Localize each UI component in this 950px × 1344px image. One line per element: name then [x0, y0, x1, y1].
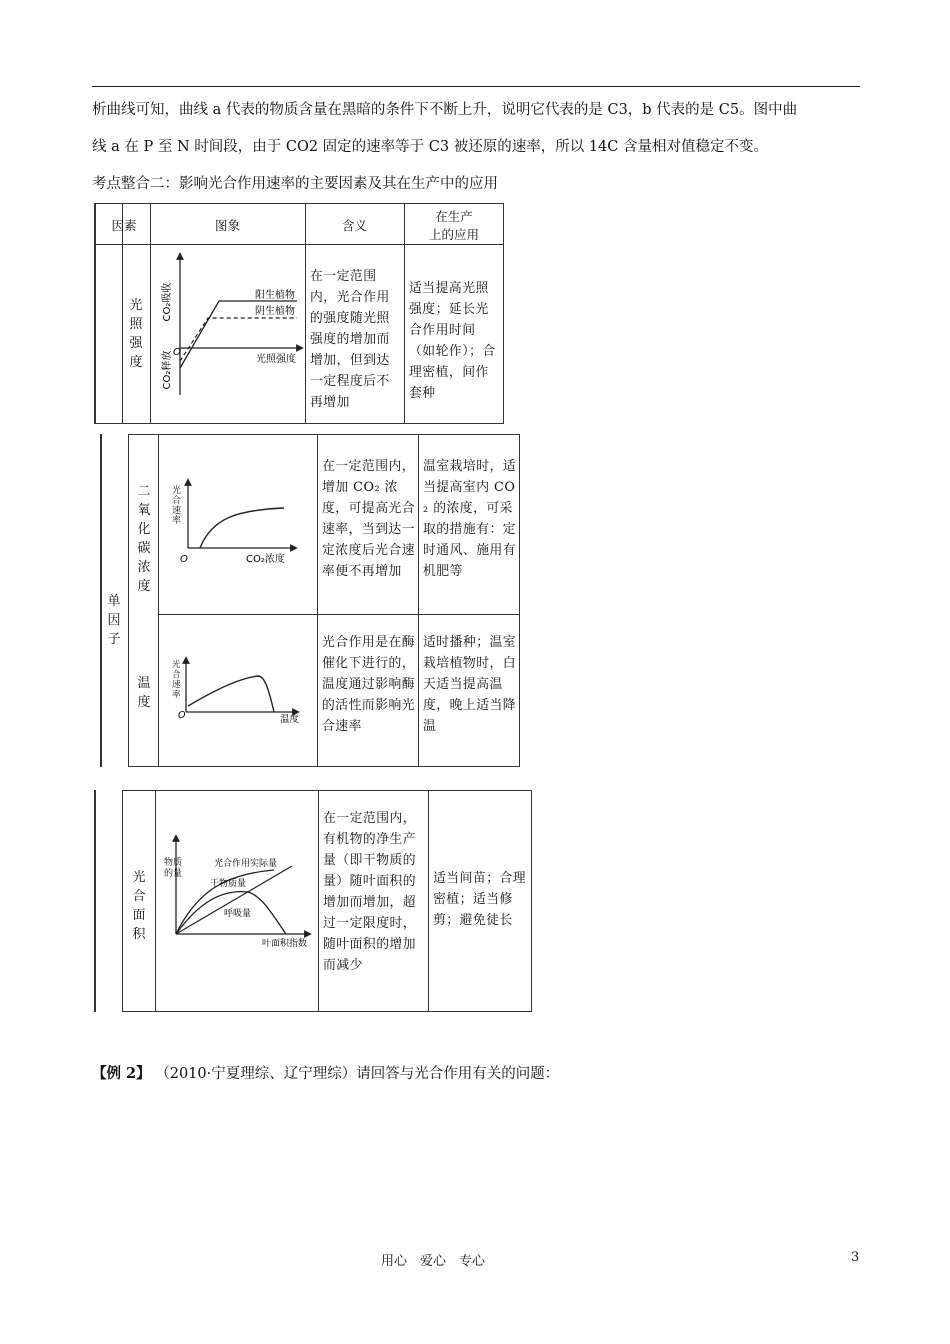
meaning-light: 在一定范围内，光合作用的强度随光照强度的增加而增加，但到达一定程度后不再增加 — [310, 269, 390, 410]
y-top-label: CO₂吸收 — [162, 282, 173, 322]
x-axis-label: 叶面积指数 — [262, 939, 308, 949]
application-co2: 温室栽培时，适当提高室内 CO₂ 的浓度，可采取的措施有：定时通风、施用有机肥等 — [423, 459, 517, 579]
application-light: 适当提高光照强度；延长光合作用时间（如轮作）；合理密植，间作套种 — [409, 281, 496, 401]
header-application-line-1: 在生产 — [435, 209, 473, 224]
table-left-edge — [94, 203, 96, 424]
sun-plant-label: 阳生植物 — [255, 290, 295, 301]
respiration-line — [176, 866, 292, 934]
paragraph-line-2: 线 a 在 P 至 N 时间段，由于 CO2 固定的速率等于 C3 被还原的速率，所以 14C 含量相对值稳定不变。 — [92, 139, 768, 155]
col-divider — [428, 790, 429, 1012]
actual-photosynthesis-label: 光合作用实际量 — [214, 859, 278, 869]
leaf-area-graph — [158, 834, 316, 950]
shade-plant-label: 阴生植物 — [255, 306, 295, 317]
co2-y-label-vertical: 光合速率 — [172, 486, 182, 526]
origin-label: O — [180, 554, 188, 565]
example-line — [92, 1062, 559, 1083]
header-application — [404, 207, 504, 243]
paragraph-line-1: 析曲线可知，曲线 a 代表的物质含量在黑暗的条件下不断上升，说明它代表的是 C3，b 代表的是 C5。图中曲 — [92, 102, 798, 118]
leaf-area-y-label: 物质的量 — [164, 858, 183, 879]
meaning-co2: 在一定范围内，增加 CO₂ 浓度，可提高光合速率，当到达一定浓度后光合速率便不再增加 — [322, 459, 416, 579]
col-divider — [418, 434, 419, 767]
origin-label: O — [178, 710, 186, 721]
temperature-graph — [162, 656, 314, 736]
x-axis-label: 光照强度 — [256, 354, 296, 365]
table-left-edge — [94, 790, 96, 1012]
temperature-curve — [188, 676, 274, 712]
top-rule — [92, 86, 860, 87]
page-number: 3 — [851, 1250, 860, 1265]
group-label-single-factor: 单因子 — [107, 594, 121, 647]
factor-light: 光照强度 — [129, 298, 143, 370]
header-factor: 因素 — [111, 218, 137, 233]
header-meaning: 含义 — [341, 218, 367, 233]
table-left-edge — [100, 434, 102, 767]
col-divider — [122, 203, 123, 424]
application-temperature: 适时播种；温室栽培植物时，白天适当提高温度，晚上适当降温 — [423, 635, 517, 734]
factor-temperature: 温度 — [137, 676, 151, 710]
col-divider — [318, 790, 319, 1012]
temperature-y-label: 光合速率 — [172, 660, 181, 700]
y-bottom-label: CO₂释放 — [162, 350, 173, 390]
dry-matter-label: 干物质量 — [210, 879, 247, 889]
col-divider — [317, 434, 318, 767]
meaning-leaf-area: 在一定范围内，有机物的净生产量（即干物质的量）随叶面积的增加而增加，超过一定限度时，随叶面积的增加而减少 — [323, 811, 417, 973]
footer-slogan: 用心 爱心 专心 — [381, 1254, 486, 1269]
intro-paragraph — [92, 92, 862, 166]
factor-leaf-area: 光合面积 — [132, 870, 146, 942]
col-divider — [122, 790, 123, 1012]
meaning-temperature: 光合作用是在酶催化下进行的，温度通过影响酶的活性而影响光合速率 — [322, 635, 416, 734]
x-axis-label: 温度 — [280, 714, 300, 725]
respiration-label: 呼吸量 — [224, 909, 252, 919]
col-divider — [155, 790, 156, 1012]
application-leaf-area: 适当间苗；合理密植；适当修剪；避免徒长 — [433, 871, 527, 928]
header-application-line-2: 上的应用 — [428, 227, 479, 242]
col-divider — [305, 203, 306, 424]
factor-co2: 二氧化碳浓度 — [137, 484, 151, 594]
origin-label: O — [173, 347, 181, 358]
light-graph — [152, 250, 304, 420]
col-divider — [150, 203, 151, 424]
example-text: （2010·宁夏理综、辽宁理综）请回答与光合作用有关的问题： — [155, 1066, 560, 1082]
x-axis-label: CO₂浓度 — [246, 554, 285, 565]
co2-graph — [162, 478, 314, 574]
header-divider — [94, 244, 504, 245]
col-divider — [158, 434, 159, 767]
section-heading: 考点整合二：影响光合作用速率的主要因素及其在生产中的应用 — [92, 176, 498, 192]
row-divider — [158, 614, 520, 615]
header-graph: 图象 — [214, 218, 240, 233]
co2-curve — [200, 508, 284, 548]
example-label: 【例 2】 — [92, 1065, 151, 1082]
